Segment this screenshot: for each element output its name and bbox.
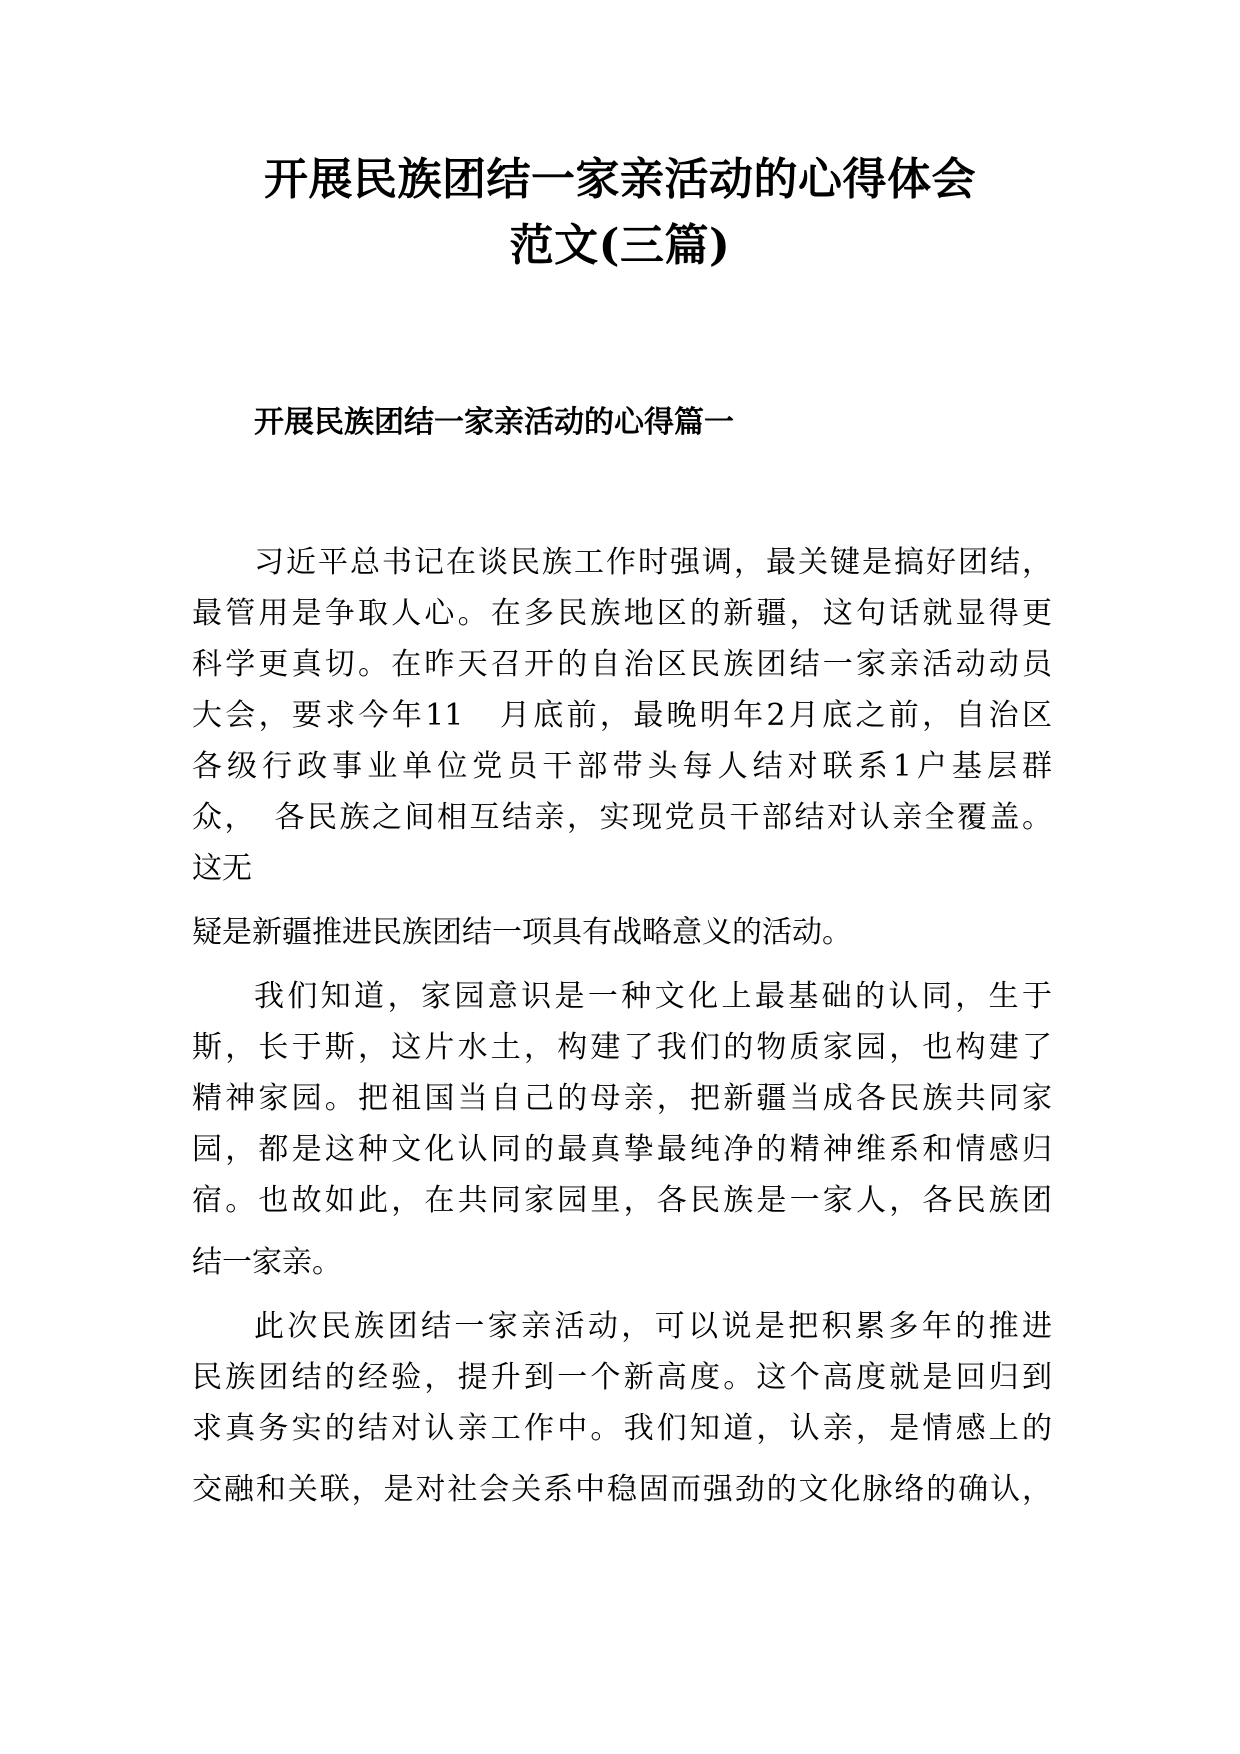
body-line: 宿。也故如此，在共同家园里，各民族是一家人，各民族团 [192, 1183, 1052, 1218]
title-line-1: 开展民族团结一家亲活动的心得体会 [264, 154, 976, 205]
body-line: 此次民族团结一家亲活动，可以说是把积累多年的推进 [254, 1309, 1052, 1344]
body-line: 最管用是争取人心。在多民族地区的新疆，这句话就显得更 [192, 596, 1052, 631]
title-line-2: 范文(三篇) [509, 220, 731, 271]
body-line: 大会，要求今年11 月底前，最晚明年2月底之前，自治区 [192, 698, 1052, 733]
body-line: 我们知道，家园意识是一种文化上最基础的认同，生于 [254, 979, 1052, 1014]
body-line: 这无 [192, 851, 252, 886]
body-line: 众， 各民族之间相互结亲，实现党员干部结对认亲全覆盖。 [192, 800, 1052, 835]
body-line: 交融和关联，是对社会关系中稳固而强劲的文化脉络的确认， [192, 1472, 1052, 1507]
body-line: 精神家园。把祖国当自己的母亲，把新疆当成各民族共同家 [192, 1081, 1052, 1116]
body-line: 园，都是这种文化认同的最真挚最纯净的精神维系和情感归 [192, 1132, 1052, 1167]
body-line: 结一家亲。 [192, 1245, 342, 1280]
body-line: 民族团结的经验，提升到一个新高度。这个高度就是回归到 [192, 1360, 1052, 1395]
body-line: 斯，长于斯，这片水土，构建了我们的物质家园，也构建了 [192, 1030, 1052, 1065]
body-line: 各级行政事业单位党员干部带头每人结对联系1户基层群 [192, 749, 1052, 784]
body-line: 科学更真切。在昨天召开的自治区民族团结一家亲活动动员 [192, 647, 1052, 682]
document-title [0, 148, 1240, 278]
section-heading: 开展民族团结一家亲活动的心得篇一 [254, 405, 734, 440]
body-line: 求真务实的结对认亲工作中。我们知道，认亲，是情感上的 [192, 1411, 1052, 1446]
body-line: 习近平总书记在谈民族工作时强调，最关键是搞好团结， [254, 545, 1052, 580]
body-line: 疑是新疆推进民族团结一项具有战略意义的活动。 [192, 915, 852, 950]
